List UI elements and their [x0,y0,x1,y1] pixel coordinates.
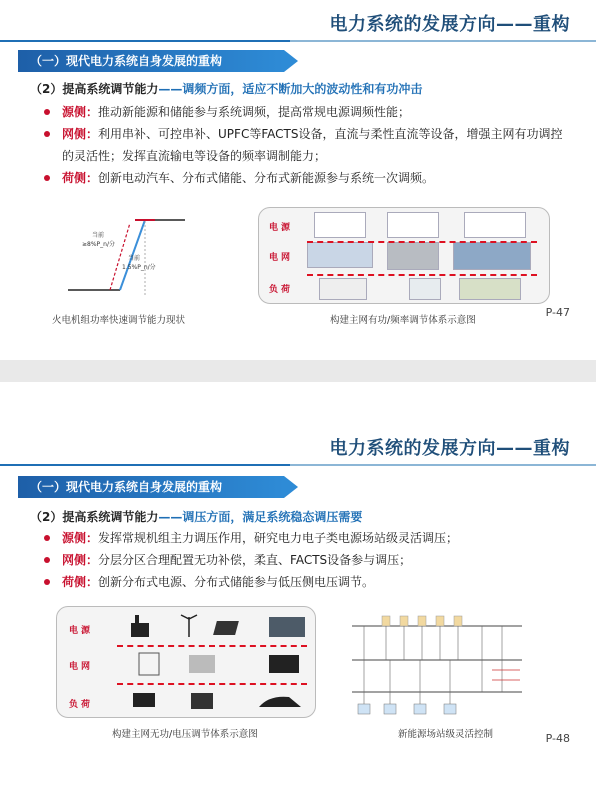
battery-icon [269,655,299,673]
lane-divider [307,274,537,276]
heading-highlight: ——调频方面，适应不断加大的波动性和有功冲击 [158,82,423,96]
bullet-key: 源侧： [62,531,99,545]
ramp-label-target: ≥8%P_n/分 [82,241,115,248]
bullet-load [42,167,572,189]
bullet-key: 网侧： [62,553,99,567]
bullet-key: 荷侧： [62,575,99,589]
lane-label-load: 负荷 [269,285,294,295]
voltage-regulation-diagram [56,606,316,718]
solar-panel-icon [213,621,239,635]
page-number: P-47 [545,306,570,319]
transformer-icon [139,653,159,675]
title-rule [0,464,596,466]
frequency-regulation-diagram [258,207,550,304]
subsection-heading [30,80,422,97]
lane-label-source: 电源 [69,626,94,636]
bullet-key: 荷侧： [62,171,99,185]
equipment-thumb [307,242,373,268]
bullet-source [42,101,572,123]
bullet-text: 发挥常规机组主力调压作用，研究电力电子类电源场站级灵活调压； [98,531,459,545]
bullet-source [42,527,572,549]
heading-highlight: ——调压方面，满足系统稳态调压需要 [158,510,363,524]
lane-divider [307,241,537,243]
figure-caption-right: 构建主网有功/频率调节体系示意图 [330,315,476,326]
lane-label-source: 电源 [269,223,294,233]
station-control-schematic [342,610,532,722]
storage-thumb [409,278,441,300]
pump-jack-icon [133,693,155,707]
heading-prefix: （2）提高系统调节能力 [30,82,159,96]
bullet-key: 网侧： [62,127,99,141]
figure-caption-left: 火电机组功率快速调节能力现状 [52,315,186,326]
lane-divider [117,645,307,647]
vehicle-thumb [319,278,367,300]
chart-thumb [314,212,366,238]
bullet-text: 分层分区合理配置无功补偿，柔直、FACTS设备参与调压； [98,553,412,567]
bullet-dot-icon [44,557,50,563]
hydro-photo-icon [269,617,305,637]
bullet-grid [42,123,572,167]
ramp-label-now: 当前 [128,255,141,262]
bullet-grid [42,549,572,571]
bullet-list [42,101,572,189]
section-banner: （一）现代电力系统自身发展的重构 [18,50,284,72]
bullet-text: 创新电动汽车、分布式储能、分布式新能源参与系统一次调频。 [98,171,435,185]
figure-caption-left: 构建主网无功/电压调节体系示意图 [112,729,258,740]
bullet-load [42,571,572,593]
ramp-label-actual: 1.5%P_n/分 [122,264,156,271]
bullet-text: 利用串补、可控串补、UPFC等FACTS设备，直流与柔性直流等设备，增强主网有功调控的灵活性；发挥直流输电等设备的频率调制能力； [62,127,563,163]
page-number: P-48 [545,732,570,745]
bullet-text: 创新分布式电源、分布式储能参与低压侧电压调节。 [98,575,375,589]
bullet-key: 源侧： [62,105,99,119]
subsection-heading [30,508,362,525]
figure-caption-right: 新能源场站级灵活控制 [398,729,494,740]
lane-label-grid: 电网 [269,253,294,263]
source-icons [129,613,309,641]
chart-thumb [387,212,439,238]
load-icons [129,687,309,715]
building-thumb [387,242,439,270]
bullet-dot-icon [44,109,50,115]
svc-device-icon [189,655,215,673]
bullet-dot-icon [44,131,50,137]
lane-divider [117,683,307,685]
bullet-dot-icon [44,175,50,181]
lane-label-grid: 电网 [69,662,94,672]
ramp-label-current: 当前 [92,232,105,239]
grid-icons [129,647,309,681]
substation-thumb [453,242,531,270]
slide-title: 电力系统的发展方向——重构 [329,438,570,459]
section-banner: （一）现代电力系统自身发展的重构 [18,476,284,498]
bullet-text: 推动新能源和储能参与系统调频，提高常规电源调频性能； [98,105,411,119]
bullet-list [42,527,572,593]
chart-thumb [464,212,526,238]
slide-p47 [0,0,596,360]
lane-label-load: 负荷 [69,700,94,710]
home-icon [191,693,213,709]
power-plant-icon [131,623,149,637]
slide-title: 电力系统的发展方向——重构 [329,14,570,35]
bullet-dot-icon [44,579,50,585]
bullet-dot-icon [44,535,50,541]
ramp-rate-figure [60,205,200,300]
heading-prefix: （2）提高系统调节能力 [30,510,159,524]
slide-p48 [0,382,596,800]
car-icon [259,697,301,707]
solar-thumb [459,278,521,300]
title-rule [0,40,596,42]
